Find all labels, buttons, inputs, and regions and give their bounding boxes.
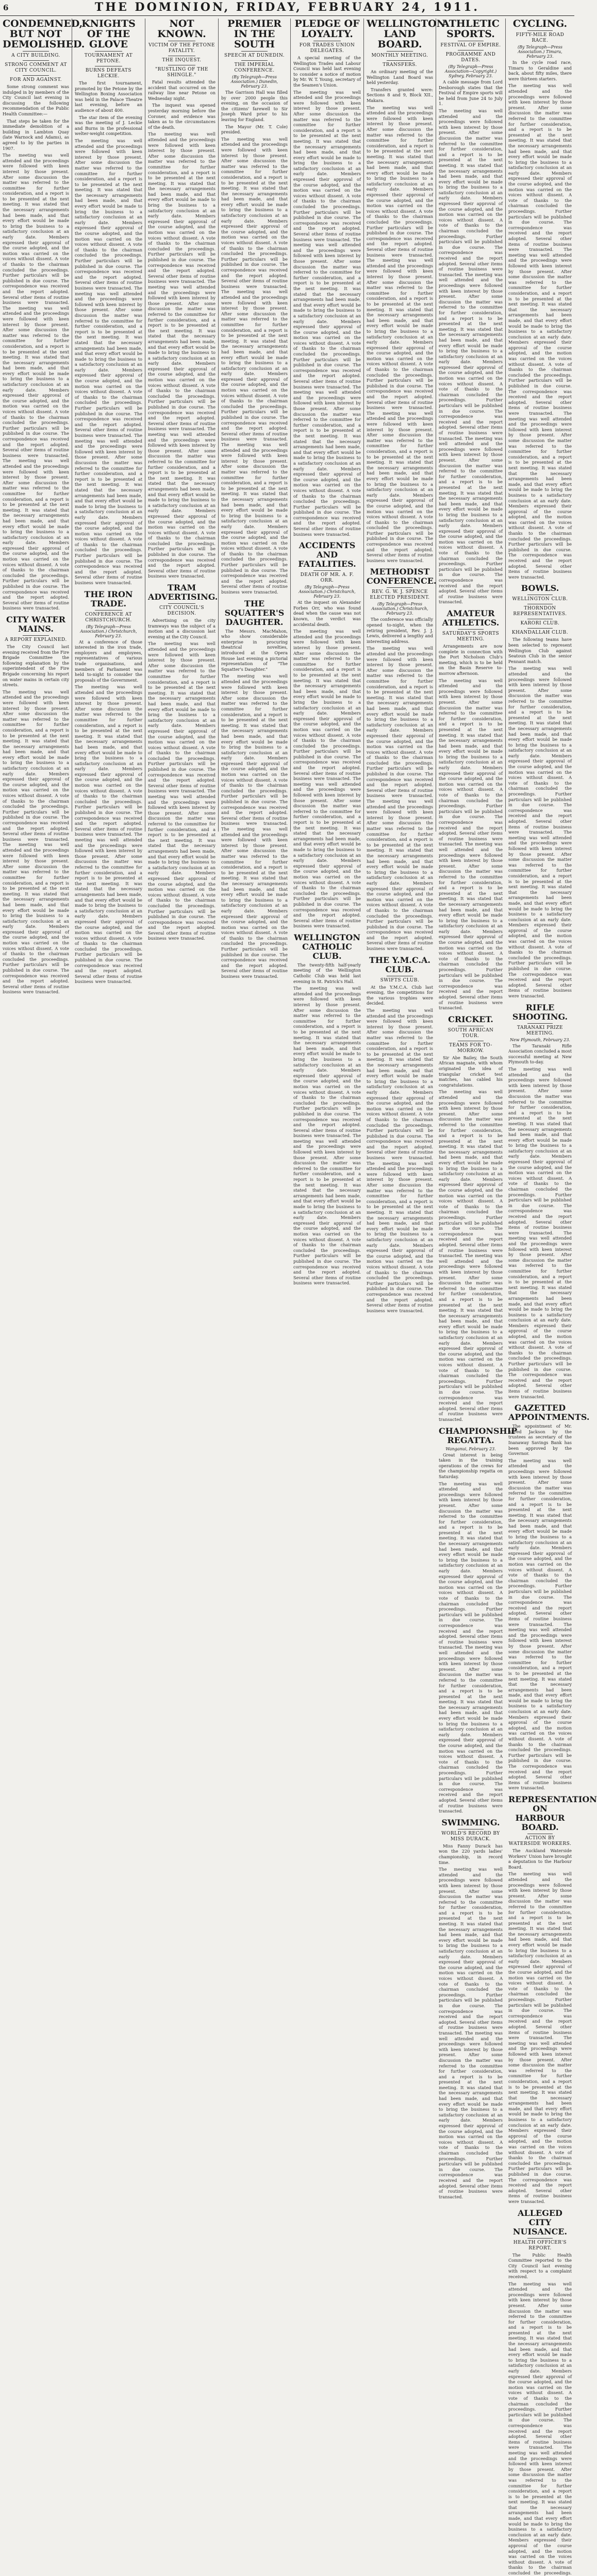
divider bbox=[387, 587, 413, 588]
article-paragraph: The City Council last evening received from the Fire Brigade Committee the following explanation by the superintendent of the Fire Brigade concerning his report on water mains in certain city streets. bbox=[3, 644, 69, 688]
body-text-texture: The meeting was well attended and the proceedings were followed with keen interest by those present. After some discussion the matter was referred to the committee for further consideration, and a report is to be presented at the next meeting. It was stated that the necessary arrangements had been made, and that every effort would be made to bring the business to a satisfactory conclusion at an early date. Members expressed their approval of the course adopted, and the motion was carried on the voices without dissent. A vote of thanks to the chairman concluded the proceedings. Further particulars will be published in due course. The correspondence was received and the report adopted. Several other items of routine business were transacted. The meeting was well attended and the proceedings were followed with keen interest by those present. After some discussion the matter was referred to the committee for further consideration, and a report is to be presented at the next meeting. It was stated that the necessary arrangements had been made, and that every effort would be made to bring the business to a satisfactory conclusion at an early date. Members expressed their approval of the course adopted, and the motion was carried on the voices without dissent. A vote of thanks to the chairman concluded the proceedings. Further particulars will be published in due course. The correspondence was received and the report adopted. Several other items of routine business were transacted. The meeting was well attended and the proceedings were followed with keen interest by those present. After some discussion the matter was referred to the committee for further consideration, and a report is to be presented at the next meeting. It was stated that the necessary arrangements had been made, and that every effort would be made to bring the business to a satisfactory conclusion at an early date. Members expressed their approval of the course adopted, and the motion was carried on the voices without dissent. A vote of thanks to the chairman concluded the proceedings. Further particulars will be published in due course. The correspondence was received and the report adopted. Several other items of routine business were transacted. bbox=[293, 89, 361, 537]
body-text-texture: The meeting was well attended and the proceedings were followed with keen interest by those present. After some discussion the matter was referred to the committee for further consideration, and a report is to be presented at the next meeting. It was stated that the necessary arrangements had been made, and that every effort would be made to bring the business to a satisfactory conclusion at an early date. Members expressed their approval of the course adopted, and the motion was carried on the voices without dissent. A vote of thanks to the chairman concluded the proceedings. Further particulars will be published in due course. The correspondence was received and the report adopted. Several other items of routine business were transacted. The meeting was well attended and the proceedings were followed with keen interest by those present. After some discussion the matter was referred to the committee for further consideration, and a report is to be presented at the next meeting. It was stated that the necessary arrangements had been made, and that every effort would be made to bring the business to a satisfactory conclusion at an early date. Members expressed their approval of the course adopted, and the motion was carried on the voices without dissent. A vote of thanks to the chairman concluded the proceedings. Further particulars will be published in due course. The correspondence was received and the report adopted. Several other items of routine business were transacted. bbox=[508, 1066, 572, 1399]
article-paragraph: Advertising on the city tramways was the subject of a motion and a discussion last evening at the City Council. bbox=[148, 618, 215, 639]
body-text-texture: The meeting was well attended and the proceedings were followed with keen interest by those present. After some discussion the matter was referred to the committee for further consideration, and a report is to be presented at the next meeting. It was stated that the necessary arrangements had been made, and that every effort would be made to bring the business to a satisfactory conclusion at an early date. Members expressed their approval of the course adopted, and the motion was carried on the voices without dissent. A vote of thanks to the chairman concluded the proceedings. Further particulars will be published in due course. The correspondence was received and the report adopted. Several other items of routine business were transacted. The meeting was well attended and the proceedings were followed with keen interest by those present. After some discussion the matter was referred to the committee for further consideration, and a report is to be presented at the next meeting. It was stated that the necessary arrangements had been made, and that every effort would be made to bring the business to a satisfactory conclusion at an early date. Members expressed their approval of the course adopted, and the motion was carried on the voices without dissent. A vote of thanks to the chairman concluded the proceedings. Further particulars will be published in due course. The correspondence was received and the report adopted. Several other items of routine business were transacted. The meeting was well attended and the proceedings were followed with keen interest by those present. After some discussion the matter was referred to the committee for further consideration, and a report is to be presented at the next meeting. It was stated that the necessary arrangements had been made, and that every effort would be made to bring the business to a satisfactory conclusion at an early date. Members expressed their approval of the course adopted, and the motion was carried on the voices without dissent. A vote of thanks to the chairman concluded the proceedings. Further particulars will be published in due course. The correspondence was received and the report adopted. Several other items of routine business were transacted. bbox=[3, 152, 69, 611]
article-headline: CITY WATER MAINS. bbox=[6, 615, 65, 634]
divider bbox=[23, 60, 49, 61]
article bbox=[508, 1794, 597, 2205]
article-headline: TRAM ADVERTISING. bbox=[148, 583, 218, 602]
article-dateline: (By Telegraph—Press Association.) Christchurch, February 23. bbox=[80, 624, 137, 638]
article-headline: CHAMPIONSHIP REGATTA. bbox=[439, 1426, 518, 1445]
body-text-texture: The meeting was well attended and the proceedings were followed with keen interest by those present. After some discussion the matter was referred to the committee for further consideration, and a report is to be presented at the next meeting. It was stated that the necessary arrangements had been made, and that every effort would be made to bring the business to a satisfactory conclusion at an early date. Members expressed their approval of the course adopted, and the motion was carried on the voices without dissent. A vote of thanks to the chairman concluded the proceedings. Further particulars will be published in due course. The correspondence was received and the report adopted. Several other items of routine business were transacted. The meeting was well attended and the proceedings were followed with keen interest by those present. After some discussion the matter was referred to the committee for further consideration, and a report is to be presented at the next meeting. It was stated that the necessary arrangements had been made, and that every effort would be made to bring the business to a satisfactory conclusion at an early date. Members expressed their approval of the course adopted, and the motion was carried on the voices without dissent. A vote of thanks to the chairman concluded the proceedings. Further particulars will be published in due course. The correspondence was received and the report adopted. Several other items of routine business were transacted. bbox=[293, 629, 361, 929]
article-headline: SWIMMING. bbox=[441, 1817, 500, 1827]
article-paragraph: Great interest is being taken in the training operations of the crews for the championship regatta on Saturday. bbox=[439, 1452, 503, 1479]
divider bbox=[387, 51, 413, 52]
body-text-texture: The meeting was well attended and the proceedings were followed with keen interest by those present. After some discussion the matter was referred to the committee for further consideration, and a report is to be presented at the next meeting. It was stated that the necessary arrangements had been made, and that every effort would be made to bring the business to a satisfactory conclusion at an early date. Members expressed their approval of the course adopted, and the motion was carried on the voices without dissent. A vote of thanks to the chairman concluded the proceedings. Further particulars will be published in due course. The correspondence was received and the report adopted. Several other items of routine business were transacted. The meeting was well attended and the proceedings were followed with keen interest by those present. After some discussion the matter was referred to the committee for further consideration, and a report is to be presented at the next meeting. It was stated that the necessary arrangements had been made, and that every effort would be made to bring the business to a satisfactory conclusion at an early date. Members expressed their approval of the course adopted, and the motion was carried on the voices without dissent. A vote of thanks to the chairman concluded the proceedings. Further particulars will be published in due course. The correspondence was received and the report adopted. Several other items of routine business were transacted. bbox=[508, 1871, 572, 2204]
article bbox=[439, 1818, 503, 2200]
newspaper-column bbox=[72, 18, 145, 985]
article-paragraph: The Taranaki Rifle Association concluded a most successful meeting at New Plymouth to-day. bbox=[508, 1043, 572, 1065]
article-subheading: CONFERENCE AT CHRISTCHURCH. bbox=[85, 612, 132, 623]
article-paragraph: In the cycle road race, Timaru to Geraldine and back, about fifty miles, there were thirteen starters. bbox=[508, 60, 572, 81]
article-subheading: TEAMS FOR TO-MORROW. bbox=[449, 1042, 492, 1054]
body-text-texture: The meeting was well attended and the proceedings were followed with keen interest by those present. After some discussion the matter was referred to the committee for further consideration, and a report is to be presented at the next meeting. It was stated that the necessary arrangements had been made, and that every effort would be made to bring the business to a satisfactory conclusion at an early date. Members expressed their approval of the course adopted, and the motion was carried on the voices without dissent. A vote of thanks to the chairman concluded the proceedings. Further particulars will be published in due course. The correspondence was received and the report adopted. Several other items of routine business were transacted. The meeting was well attended and the proceedings were followed with keen interest by those present. After some discussion the matter was referred to the committee for further consideration, and a report is to be presented at the next meeting. It was stated that the necessary arrangements had been made, and that every effort would be made to bring the business to a satisfactory conclusion at an early date. Members expressed their approval of the course adopted, and the motion was carried on the voices without dissent. A vote of thanks to the chairman concluded the proceedings. Further particulars will be published in due course. The correspondence was received and the report adopted. Several other items of routine business were transacted. The meeting was well attended and the proceedings were followed with keen interest by those present. After some discussion the matter was referred to the committee for further consideration, and a report is to be presented at the next meeting. It was stated that the necessary arrangements had been made, and that every effort would be made to bring the business to a satisfactory conclusion at an early date. Members expressed their approval of the course adopted, and the motion was carried on the voices without dissent. A vote of thanks to the chairman concluded the proceedings. Further particulars will be published in due course. The correspondence was received and the report adopted. Several other items of routine business were transacted. bbox=[439, 108, 503, 605]
body-text-texture: The meeting was well attended and the proceedings were followed with keen interest by those present. After some discussion the matter was referred to the committee for further consideration, and a report is to be presented at the next meeting. It was stated that the necessary arrangements had been made, and that every effort would be made to bring the business to a satisfactory conclusion at an early date. Members expressed their approval of the course adopted, and the motion was carried on the voices without dissent. A vote of thanks to the chairman concluded the proceedings. Further particulars will be published in due course. The correspondence was received and the report adopted. Several other items of routine business were transacted. The meeting was well attended and the proceedings were followed with keen interest by those present. After some discussion the matter was referred to the committee for further consideration, and a report is to be presented at the next meeting. It was stated that the necessary arrangements had been made, and that every effort would be made to bring the business to a satisfactory conclusion at an early date. Members expressed their approval of the course adopted, and the motion was carried on the voices without dissent. A vote of thanks to the chairman concluded the proceedings. Further particulars will be published in due course. The correspondence was received and the report adopted. Several other items of routine business were transacted. bbox=[508, 1458, 572, 1791]
article-paragraph: The conference was officially opened to-night, when the retiring president, Rev. J. J. Lewis, delivered a lengthy and interesting address. bbox=[367, 617, 433, 644]
body-text-texture: The meeting was well attended and the proceedings were followed with keen interest by those present. After some discussion the matter was referred to the committee for further consideration, and a report is to be presented at the next meeting. It was stated that the necessary arrangements had been made, and that every effort would be made to bring the business to a satisfactory conclusion at an early date. Members expressed their approval of the course adopted, and the motion was carried on the voices without dissent. A vote of thanks to the chairman concluded the proceedings. Further particulars will be published in due course. The correspondence was received and the report adopted. Several other items of routine business were transacted. The meeting was well attended and the proceedings were followed with keen interest by those present. After some discussion the matter was referred to the committee for further consideration, and a report is to be presented at the next meeting. It was stated that the necessary arrangements had been made, and that every effort would be made to bring the business to a satisfactory conclusion at an early date. Members expressed their approval of the course adopted, and the motion was carried on the voices without dissent. A vote of thanks to the chairman concluded the proceedings. Further particulars will be published in due course. The correspondence was received and the report adopted. Several other items of routine business were transacted. bbox=[439, 1089, 503, 1422]
article-paragraph: The following teams have been selected to represent Wellington Club against Seatoun Club in the senior Pennant match. bbox=[508, 637, 572, 664]
body-text-texture: The meeting was well attended and the proceedings were followed with keen interest by those present. After some discussion the matter was referred to the committee for further consideration, and a report is to be presented at the next meeting. It was stated that the necessary arrangements had been made, and that every effort would be made to bring the business to a satisfactory conclusion at an early date. Members expressed their approval of the course adopted, and the motion was carried on the voices without dissent. A vote of thanks to the chairman concluded the proceedings. Further particulars will be published in due course. The correspondence was received and the report adopted. Several other items of routine business were transacted. The meeting was well attended and the proceedings were followed with keen interest by those present. After some discussion the matter was referred to the committee for further consideration, and a report is to be presented at the next meeting. It was stated that the necessary arrangements had been made, and that every effort would be made to bring the business to a satisfactory conclusion at an early date. Members expressed their approval of the course adopted, and the motion was carried on the voices without dissent. A vote of thanks to the chairman concluded the proceedings. Further particulars will be published in due course. The correspondence was received and the report adopted. Several other items of routine business were transacted. bbox=[148, 641, 215, 941]
article-paragraph: The first tournament, promoted by the Petone by the Wellington Boxing Association was held in the Palace Theatre last evening, before an audience of about 400. bbox=[75, 80, 142, 113]
article-subheading: KARORI CLUB. bbox=[520, 621, 560, 626]
article-subheading: THORNDON REPRESENTATIVES. bbox=[513, 606, 567, 617]
article bbox=[221, 599, 288, 979]
article-paragraph: The Mayor (Mr. T. Cole) presided. bbox=[221, 124, 288, 135]
article bbox=[75, 590, 142, 985]
article-subheading: THE IMPERIAL CONFERENCE. bbox=[234, 62, 275, 73]
article bbox=[439, 19, 503, 605]
article-paragraph: That steps be taken for the immediate demolition of a building in Lambton Quay (late Warnock and Adams), as agreed to by the parties in 1907. bbox=[3, 118, 69, 151]
article bbox=[508, 2209, 572, 2576]
article-headline: RIFLE SHOOTING. bbox=[512, 1002, 568, 1022]
body-text-texture: The meeting was well attended and the proceedings were followed with keen interest by those present. After some discussion the matter was referred to the committee for further consideration, and a report is to be presented at the next meeting. It was stated that the necessary arrangements had been made, and that every effort would be made to bring the business to a satisfactory conclusion at an early date. Members expressed their approval of the course adopted, and the motion was carried on the voices without dissent. A vote of thanks to the chairman concluded the proceedings. Further particulars will be published in due course. The correspondence was received and the report adopted. Several other items of routine business were transacted. The meeting was well attended and the proceedings were followed with keen interest by those present. After some discussion the matter was referred to the committee for further consideration, and a report is to be presented at the next meeting. It was stated that the necessary arrangements had been made, and that every effort would be made to bring the business to a satisfactory conclusion at an early date. Members expressed their approval of the course adopted, and the motion was carried on the voices without dissent. A vote of thanks to the chairman concluded the proceedings. Further particulars will be published in due course. The correspondence was received and the report adopted. Several other items of routine business were transacted. bbox=[367, 646, 433, 952]
article-paragraph: Arrangements are now complete in connection with the Port Nicholson Club's meeting, which is to be held on the Basin Reserve to-morrow afternoon. bbox=[439, 643, 503, 676]
divider bbox=[241, 51, 268, 52]
article-subheading: HEALTH OFFICER'S REPORT. bbox=[513, 2240, 567, 2251]
body-text-texture: The meeting was well attended and the proceedings were followed with keen interest by those present. After some discussion the matter was referred to the committee for further consideration, and a report is to be presented at the next meeting. It was stated that the necessary arrangements had been made, and that every effort would be made to bring the business to a satisfactory conclusion at an early date. Members expressed their approval of the course adopted, and the motion was carried on the voices without dissent. A vote of thanks to the chairman concluded the proceedings. Further particulars will be published in due course. The correspondence was received and the report adopted. Several other items of routine business were transacted. The meeting was well attended and the proceedings were followed with keen interest by those present. After some discussion the matter was referred to the committee for further consideration, and a report is to be presented at the next meeting. It was stated that the necessary arrangements had been made, and that every effort would be made to bring the business to a satisfactory conclusion at an early date. Members expressed their approval of the course adopted, and the motion was carried on the voices without dissent. A vote of thanks to the chairman concluded the proceedings. Further particulars will be published in due course. The correspondence was received and the report adopted. Several other items of routine business were transacted. bbox=[367, 1008, 433, 1313]
article-paragraph: The appointment of Mr. Alfred Jackson by the trustees as secretary of the Inanaway Savings Bank has been approved by the Governor. bbox=[508, 1423, 572, 1456]
article-subheading: BURNS DEFEATS LECKIE. bbox=[85, 68, 132, 79]
article-paragraph: Sir Abe Bailey, the South African magnate, with whom originated the idea of triangular cricket test matches, has cabled his congratulations. bbox=[439, 1055, 503, 1088]
article-dateline: (By Telegraph—Press Association—Copyright.) Sydney, February 23. bbox=[444, 64, 497, 78]
article-paragraph: The Messrs. MacMahon, who show considerable enterprise in procuring theatrical novelties, introduced at the Opera House last evening a pictorial representation of "The Squatter's Daughter." bbox=[221, 628, 288, 672]
newspaper-column bbox=[291, 18, 364, 1286]
divider bbox=[313, 570, 340, 571]
article-subheading: A REPORT EXPLAINED. bbox=[5, 637, 67, 642]
article-paragraph: The Auckland Waterside Workers' Union have brought a deputation to the Harbour Board. bbox=[508, 1848, 572, 1870]
newspaper-title: THE DOMINION, FRIDAY, FEBRUARY 24, 1911. bbox=[94, 1, 480, 14]
divider bbox=[23, 75, 49, 76]
article-subheading: TARANAKI PRIZE MEETING. bbox=[517, 1025, 563, 1036]
article-subheading: MONTHLY MEETING. bbox=[371, 53, 428, 58]
article-dateline: (By Telegraph—Press Association.) Dunedin, February 23. bbox=[230, 75, 278, 89]
article-paragraph: A cable message from Lord Desborough states that the Festival of Empire sports will be held from June 24 to July 1. bbox=[439, 79, 503, 107]
article bbox=[367, 567, 437, 952]
article-paragraph: At a conference of those interested in the iron trade, employers and employees, representatives of various trade organisations, and members of Parliament was held to-night to consider the proposals of the Government. bbox=[75, 639, 142, 683]
body-text-texture: The meeting was well attended and the proceedings were followed with keen interest by those present. After some discussion the matter was referred to the committee for further consideration, and a report is to be presented at the next meeting. It was stated that the necessary arrangements had been made, and that every effort would be made to bring the business to a satisfactory conclusion at an early date. Members expressed their approval of the course adopted, and the motion was carried on the voices without dissent. A vote of thanks to the chairman concluded the proceedings. Further particulars will be published in due course. The correspondence was received and the report adopted. Several other items of routine business were transacted. The meeting was well attended and the proceedings were followed with keen interest by those present. After some discussion the matter was referred to the committee for further consideration, and a report is to be presented at the next meeting. It was stated that the necessary arrangements had been made, and that every effort would be made to bring the business to a satisfactory conclusion at an early date. Members expressed their approval of the course adopted, and the motion was carried on the voices without dissent. A vote of thanks to the chairman concluded the proceedings. Further particulars will be published in due course. The correspondence was received and the report adopted. Several other items of routine business were transacted. bbox=[508, 666, 572, 998]
divider bbox=[527, 628, 553, 629]
body-text-texture: The meeting was well attended and the proceedings were followed with keen interest by those present. After some discussion the matter was referred to the committee for further consideration, and a report is to be presented at the next meeting. It was stated that the necessary arrangements had been made, and that every effort would be made to bring the business to a satisfactory conclusion at an early date. Members expressed their approval of the course adopted, and the motion was carried on the voices without dissent. A vote of thanks to the chairman concluded the proceedings. Further particulars will be published in due course. The correspondence was received and the report adopted. Several other items of routine business were transacted. The meeting was well attended and the proceedings were followed with keen interest by those present. After some discussion the matter was referred to the committee for further consideration, and a report is to be presented at the next meeting. It was stated that the necessary arrangements had been made, and that every effort would be made to bring the business to a satisfactory conclusion at an early date. Members expressed their approval of the course adopted, and the motion was carried on the voices without dissent. A vote of thanks to the chairman concluded the proceedings. bbox=[508, 2281, 572, 2575]
article bbox=[367, 18, 446, 563]
article-headline: THE SQUATTER'S DAUGHTER. bbox=[224, 598, 285, 627]
article-paragraph: The Garrison Hall was filled by over 2000 people this evening, on the occasion of the citizens' farewell to Sir Joseph Ward prior to his leaving for England. bbox=[221, 90, 288, 122]
article-subheading: ACTION BY WATERSIDE WORKERS. bbox=[508, 1835, 572, 1846]
body-text-texture: The meeting was well attended and the proceedings were followed with keen interest by those present. After some discussion the matter was referred to the committee for further consideration, and a report is to be presented at the next meeting. It was stated that the necessary arrangements had been made, and that every effort would be made to bring the business to a satisfactory conclusion at an early date. Members expressed their approval of the course adopted, and the motion was carried on the voices without dissent. A vote of thanks to the chairman concluded the proceedings. Further particulars will be published in due course. The correspondence was received and the report adopted. Several other items of routine business were transacted. The meeting was well attended and the proceedings were followed with keen interest by those present. After some discussion the matter was referred to the committee for further consideration, and a report is to be presented at the next meeting. It was stated that the necessary arrangements had been made, and that every effort would be made to bring the business to a satisfactory conclusion at an early date. Members expressed their approval of the course adopted, and the motion was carried on the voices without dissent. A vote of thanks to the chairman concluded the proceedings. Further particulars will be published in due course. The correspondence was received and the report adopted. Several other items of routine business were transacted. The meeting was well attended and the proceedings were followed with keen interest by those present. After some discussion the matter was referred to the committee for further consideration, and a report is to be presented at the next meeting. It was stated that the necessary arrangements had been made, and that every effort would be made to bring the business to a satisfactory conclusion at an early date. Members expressed their approval of the course adopted, and the motion was carried on the voices without dissent. A vote of thanks to the chairman concluded the proceedings. Further particulars will be published in due course. The correspondence was received and the report adopted. Several other items of routine business were transacted. bbox=[75, 138, 142, 586]
article-subheading: SWIFTS CLUB. bbox=[380, 977, 420, 983]
article-headline: CRICKET. bbox=[448, 1014, 493, 1024]
article-subheading: "RUSTLING OF THE SHINGLE." bbox=[155, 67, 209, 78]
article-subheading: REV. G. W. J. SPENCE ELECTED PRESIDENT. bbox=[370, 589, 430, 601]
article-headline: GAZETTED APPOINTMENTS. bbox=[508, 1403, 590, 1422]
divider bbox=[23, 635, 49, 636]
article bbox=[508, 1003, 572, 1400]
article-subheading: SOUTH AFRICAN TOUR. bbox=[447, 1027, 494, 1039]
article-headline: PREMIER IN THE SOUTH bbox=[227, 18, 281, 50]
body-text-texture: The meeting was well attended and the proceedings were followed with keen interest by those present. After some discussion the matter was referred to the committee for further consideration, and a report is to be presented at the next meeting. It was stated that the necessary arrangements had been made, and that every effort would be made to bring the business to a satisfactory conclusion at an early date. Members expressed their approval of the course adopted, and the motion was carried on the voices without dissent. A vote of thanks to the chairman concluded the proceedings. Further particulars will be published in due course. The correspondence was received and the report adopted. Several other items of routine business were transacted. The meeting was well attended and the proceedings were followed with keen interest by those present. After some discussion the matter was referred to the committee for further consideration, and a report is to be presented at the next meeting. It was stated that the necessary arrangements had been made, and that every effort would be made to bring the business to a satisfactory conclusion at an early date. Members expressed their approval of the course adopted, and the motion was carried on the voices without dissent. A vote of thanks to the chairman concluded the proceedings. Further particulars will be published in due course. The correspondence was received and the report adopted. Several other items of routine business were transacted. bbox=[439, 1481, 503, 1814]
divider bbox=[241, 60, 268, 61]
divider bbox=[458, 629, 484, 630]
article bbox=[75, 19, 142, 586]
article-dateline: (By Telegraph—Press Association.) Christchurch, February 23. bbox=[371, 602, 428, 616]
article-paragraph: Transfers granted were: Sections 8 and 9, Block XII., Makara. bbox=[367, 87, 433, 103]
body-text-texture: The meeting was well attended and the proceedings were followed with keen interest by those present. After some discussion the matter was referred to the committee for further consideration, and a report is to be presented at the next meeting. It was stated that the necessary arrangements had been made, and that every effort would be made to bring the business to a satisfactory conclusion at an early date. Members expressed their approval of the course adopted, and the motion was carried on the voices without dissent. A vote of thanks to the chairman concluded the proceedings. Further particulars will be published in due course. The correspondence was received and the report adopted. Several other items of routine business were transacted. The meeting was well attended and the proceedings were followed with keen interest by those present. After some discussion the matter was referred to the committee for further consideration, and a report is to be presented at the next meeting. It was stated that the necessary arrangements had been made, and that every effort would be made to bring the business to a satisfactory conclusion at an early date. Members expressed their approval of the course adopted, and the motion was carried on the voices without dissent. A vote of thanks to the chairman concluded the proceedings. Further particulars will be published in due course. The correspondence was received and the report adopted. Several other items of routine business were transacted. The meeting was well attended and the proceedings were followed with keen interest by those present. After some discussion the matter was referred to the committee for further consideration, and a report is to be presented at the next meeting. It was stated that the necessary arrangements had been made, and that every effort would be made to bring the business to a satisfactory conclusion at an early date. Members expressed their approval of the course adopted, and the motion was carried on the voices without dissent. A vote of thanks to the chairman concluded the proceedings. Further particulars will be published in due course. The correspondence was received and the report adopted. Several other items of routine business were transacted. bbox=[148, 131, 215, 579]
page-number: 6 bbox=[3, 3, 9, 12]
article-dateline: Wanganui, February 23. bbox=[445, 1446, 496, 1451]
article-subheading: KHANDALLAH CLUB. bbox=[511, 630, 569, 636]
article-subheading: CITY COUNCIL'S DECISION. bbox=[159, 605, 205, 617]
article bbox=[439, 609, 503, 1011]
article-dateline: (By Telegraph—Press Association.) Timaru, February 23. bbox=[518, 45, 562, 59]
article-subheading: STRONG COMMENT AT CITY COUNCIL. bbox=[5, 62, 67, 73]
article-paragraph: Some strong comment was indulged in by members of the City Council last evening in discussing the following recommendation of the Public Health Committee:— bbox=[3, 84, 69, 116]
divider bbox=[95, 610, 122, 611]
article-headline: AMATEUR ATHLETICS. bbox=[442, 608, 500, 628]
article-dateline: New Plymouth, February 23. bbox=[510, 1037, 570, 1042]
article-subheading: FOR AND AGAINST. bbox=[9, 77, 62, 82]
newspaper-column bbox=[0, 18, 85, 995]
article-headline: NOT KNOWN. bbox=[157, 18, 206, 40]
article bbox=[293, 19, 361, 537]
article-paragraph: The twenty-fifth half-yearly meeting of the Wellington Catholic Club was held last evening in St. Patrick's Hall. bbox=[293, 962, 361, 984]
article bbox=[439, 1015, 503, 1422]
newspaper-column bbox=[145, 18, 219, 941]
article-subheading: FESTIVAL OF EMPIRE. bbox=[440, 43, 501, 48]
body-text-texture: The meeting was well attended and the proceedings were followed with keen interest by those present. After some discussion the matter was referred to the committee for further consideration, and a report is to be presented at the next meeting. It was stated that the necessary arrangements had been made, and that every effort would be made to bring the business to a satisfactory conclusion at an early date. Members expressed their approval of the course adopted, and the motion was carried on the voices without dissent. A vote of thanks to the chairman concluded the proceedings. Further particulars will be published in due course. The correspondence was received and the report adopted. Several other items of routine business were transacted. The meeting was well attended and the proceedings were followed with keen interest by those present. After some discussion the matter was referred to the committee for further consideration, and a report is to be presented at the next meeting. It was stated that the necessary arrangements had been made, and that every effort would be made to bring the business to a satisfactory conclusion at an early date. Members expressed their approval of the course adopted, and the motion was carried on the voices without dissent. A vote of thanks to the chairman concluded the proceedings. Further particulars will be published in due course. The correspondence was received and the report adopted. Several other items of routine business were transacted. bbox=[221, 673, 288, 979]
article-subheading: PROGRAMME AND DATES. bbox=[445, 52, 496, 63]
article-subheading: TOURNAMENT AT PETONE. bbox=[84, 53, 133, 64]
article bbox=[508, 19, 572, 580]
body-text-texture: The meeting was well attended and the proceedings were followed with keen interest by those present. After some discussion the matter was referred to the committee for further consideration, and a report is to be presented at the next meeting. It was stated that the necessary arrangements had been made, and that every effort would be made to bring the business to a satisfactory conclusion at an early date. Members expressed their approval of the course adopted, and the motion was carried on the voices without dissent. A vote of thanks to the chairman concluded the proceedings. Further particulars will be published in due course. The correspondence was received and the report adopted. Several other items of routine business were transacted. The meeting was well attended and the proceedings were followed with keen interest by those present. After some discussion the matter was referred to the committee for further consideration, and a report is to be presented at the next meeting. It was stated that the necessary arrangements had been made, and that every effort would be made to bring the business to a satisfactory conclusion at an early date. Members expressed their approval of the course adopted, and the motion was carried on the voices without dissent. A vote of thanks to the chairman concluded the proceedings. Further particulars will be published in due course. The correspondence was received and the report adopted. Several other items of routine business were transacted. bbox=[293, 986, 361, 1286]
article-headline: THE Y.M.C.A. CLUB. bbox=[369, 955, 430, 974]
newspaper-column bbox=[364, 18, 446, 1313]
article-paragraph: The inquest was opened yesterday morning before the Coroner, and evidence was taken as to the circumstances of the death. bbox=[148, 103, 215, 130]
article bbox=[148, 583, 218, 941]
masthead bbox=[0, 0, 574, 16]
divider bbox=[23, 51, 49, 52]
article-subheading: FOR TRADES UNION DELEGATES. bbox=[299, 43, 355, 54]
article bbox=[3, 18, 85, 611]
article-paragraph: Fatal results attended the accident that occurred on the railway line near Petone on Wednesday night. bbox=[148, 79, 215, 101]
article-headline: REPRESENTATION ON HARBOUR BOARD. bbox=[508, 1794, 597, 1832]
body-text-texture: The meeting was well attended and the proceedings were followed with keen interest by those present. After some discussion the matter was referred to the committee for further consideration, and a report is to be presented at the next meeting. It was stated that the necessary arrangements had been made, and that every effort would be made to bring the business to a satisfactory conclusion at an early date. Members expressed their approval of the course adopted, and the motion was carried on the voices without dissent. A vote of thanks to the chairman concluded the proceedings. Further particulars will be published in due course. The correspondence was received and the report adopted. Several other items of routine business were transacted. The meeting was well attended and the proceedings were followed with keen interest by those present. After some discussion the matter was referred to the committee for further consideration, and a report is to be presented at the next meeting. It was stated that the necessary arrangements had been made, and that every effort would be made to bring the business to a satisfactory conclusion at an early date. Members expressed their approval of the course adopted, and the motion was carried on the voices without dissent. A vote of thanks to the chairman concluded the proceedings. Further particulars will be published in due course. The correspondence was received and the report adopted. Several other items of routine business were transacted. bbox=[439, 677, 503, 1011]
newspaper-column bbox=[219, 18, 291, 979]
divider bbox=[387, 60, 413, 61]
article-subheading: DEATH OF MR. A. F. ORR. bbox=[300, 572, 354, 584]
article-subheading: TRANSFERS. bbox=[383, 62, 417, 67]
article-subheading: VICTIM OF THE PETONE FATALITY. bbox=[148, 43, 215, 54]
article-headline: METHODIST CONFERENCE. bbox=[367, 567, 437, 586]
article bbox=[293, 541, 361, 929]
divider bbox=[527, 30, 553, 31]
article-subheading: FIFTY-MILE ROAD RACE. bbox=[516, 32, 565, 43]
article-paragraph: The star item of the evening was the meeting of J. Leckie and Burns in the professional welter-weight competition. bbox=[75, 114, 142, 137]
article bbox=[508, 1403, 590, 1791]
divider bbox=[527, 1023, 553, 1024]
article-headline: WELLINGTON LAND BOARD. bbox=[367, 18, 446, 50]
article-headline: ACCIDENTS AND FATALITIES. bbox=[298, 540, 356, 569]
body-text-texture: The meeting was well attended and the proceedings were followed with keen interest by those present. After some discussion the matter was referred to the committee for further consideration, and a report is to be presented at the next meeting. It was stated that the necessary arrangements had been made, and that every effort would be made to bring the business to a satisfactory conclusion at an early date. Members expressed their approval of the course adopted, and the motion was carried on the voices without dissent. A vote of thanks to the chairman concluded the proceedings. Further particulars will be published in due course. The correspondence was received and the report adopted. Several other items of routine business were transacted. The meeting was well attended and the proceedings were followed with keen interest by those present. After some discussion the matter was referred to the committee for further consideration, and a report is to be presented at the next meeting. It was stated that the necessary arrangements had been made, and that every effort would be made to bring the business to a satisfactory conclusion at an early date. Members expressed their approval of the course adopted, and the motion was carried on the voices without dissent. A vote of thanks to the chairman concluded the proceedings. Further particulars will be published in due course. The correspondence was received and the report adopted. Several other items of routine business were transacted. The meeting was well attended and the proceedings were followed with keen interest by those present. After some discussion the matter was referred to the committee for further consideration, and a report is to be presented at the next meeting. It was stated that the necessary arrangements had been made, and that every effort would be made to bring the business to a satisfactory conclusion at an early date. Members expressed their approval of the course adopted, and the motion was carried on the voices without dissent. A vote of thanks to the chairman concluded the proceedings. Further particulars will be published in due course. The correspondence was received and the report adopted. Several other items of routine business were transacted. bbox=[221, 136, 288, 595]
body-text-texture: The meeting was well attended and the proceedings were followed with keen interest by those present. After some discussion the matter was referred to the committee for further consideration, and a report is to be presented at the next meeting. It was stated that the necessary arrangements had been made, and that every effort would be made to bring the business to a satisfactory conclusion at an early date. Members expressed their approval of the course adopted, and the motion was carried on the voices without dissent. A vote of thanks to the chairman concluded the proceedings. Further particulars will be published in due course. The correspondence was received and the report adopted. Several other items of routine business were transacted. The meeting was well attended and the proceedings were followed with keen interest by those present. After some discussion the matter was referred to the committee for further consideration, and a report is to be presented at the next meeting. It was stated that the necessary arrangements had been made, and that every effort would be made to bring the business to a satisfactory conclusion at an early date. Members expressed their approval of the course adopted, and the motion was carried on the voices without dissent. A vote of thanks to the chairman concluded the proceedings. Further particulars will be published in due course. The correspondence was received and the report adopted. Several other items of routine business were transacted. The meeting was well attended and the proceedings were followed with keen interest by those present. After some discussion the matter was referred to the committee for further consideration, and a report is to be presented at the next meeting. It was stated that the necessary arrangements had been made, and that every effort would be made to bring the business to a satisfactory conclusion at an early date. Members expressed their approval of the course adopted, and the motion was carried on the voices without dissent. A vote of thanks to the chairman concluded the proceedings. Further particulars will be published in due course. The correspondence was received and the report adopted. Several other items of routine business were transacted. bbox=[367, 105, 433, 563]
article-subheading: SATURDAY'S SPORTS MEETING. bbox=[442, 631, 500, 642]
article bbox=[367, 956, 433, 1314]
article-headline: ATHLETIC SPORTS. bbox=[442, 18, 500, 40]
article-paragraph: A special meeting of the Wellington Trades and Labour Council was held last evening to consider a notice of motion by Mr. W. T. Young, secretary of the Seamen's Union. bbox=[293, 55, 361, 88]
article bbox=[221, 19, 288, 595]
article bbox=[293, 933, 361, 1286]
article-headline: BOWLS. bbox=[521, 583, 559, 594]
body-text-texture: The meeting was well attended and the proceedings were followed with keen interest by those present. After some discussion the matter was referred to the committee for further consideration, and a report is to be presented at the next meeting. It was stated that the necessary arrangements had been made, and that every effort would be made to bring the business to a satisfactory conclusion at an early date. Members expressed their approval of the course adopted, and the motion was carried on the voices without dissent. A vote of thanks to the chairman concluded the proceedings. Further particulars will be published in due course. The correspondence was received and the report adopted. Several other items of routine business were transacted. The meeting was well attended and the proceedings were followed with keen interest by those present. After some discussion the matter was referred to the committee for further consideration, and a report is to be presented at the next meeting. It was stated that the necessary arrangements had been made, and that every effort would be made to bring the business to a satisfactory conclusion at an early date. Members expressed their approval of the course adopted, and the motion was carried on the voices without dissent. A vote of thanks to the chairman concluded the proceedings. Further particulars will be published in due course. The correspondence was received and the report adopted. Several other items of routine business were transacted. bbox=[75, 684, 142, 985]
body-text-texture: The meeting was well attended and the proceedings were followed with keen interest by those present. After some discussion the matter was referred to the committee for further consideration, and a report is to be presented at the next meeting. It was stated that the necessary arrangements had been made, and that every effort would be made to bring the business to a satisfactory conclusion at an early date. Members expressed their approval of the course adopted, and the motion was carried on the voices without dissent. A vote of thanks to the chairman concluded the proceedings. Further particulars will be published in due course. The correspondence was received and the report adopted. Several other items of routine business were transacted. The meeting was well attended and the proceedings were followed with keen interest by those present. After some discussion the matter was referred to the committee for further consideration, and a report is to be presented at the next meeting. It was stated that the necessary arrangements had been made, and that every effort would be made to bring the business to a satisfactory conclusion at an early date. Members expressed their approval of the course adopted, and the motion was carried on the voices without dissent. A vote of thanks to the chairman concluded the proceedings. Further particulars will be published in due course. The correspondence was received and the report adopted. Several other items of routine business were transacted. The meeting was well attended and the proceedings were followed with keen interest by those present. After some discussion the matter was referred to the committee for further consideration, and a report is to be presented at the next meeting. It was stated that the necessary arrangements had been made, and that every effort would be made to bring the business to a satisfactory conclusion at an early date. Members expressed their approval of the course adopted, and the motion was carried on the voices without dissent. A vote of thanks to the chairman concluded the proceedings. Further particulars will be published in due course. The correspondence was received and the report adopted. Several other items of routine business were transacted. bbox=[508, 83, 572, 580]
body-text-texture: The meeting was well attended and the proceedings were followed with keen interest by those present. After some discussion the matter was referred to the committee for further consideration, and a report is to be presented at the next meeting. It was stated that the necessary arrangements had been made, and that every effort would be made to bring the business to a satisfactory conclusion at an early date. Members expressed their approval of the course adopted, and the motion was carried on the voices without dissent. A vote of thanks to the chairman concluded the proceedings. Further particulars will be published in due course. The correspondence was received and the report adopted. Several other items of routine business were transacted. The meeting was well attended and the proceedings were followed with keen interest by those present. After some discussion the matter was referred to the committee for further consideration, and a report is to be presented at the next meeting. It was stated that the necessary arrangements had been made, and that every effort would be made to bring the business to a satisfactory conclusion at an early date. Members expressed their approval of the course adopted, and the motion was carried on the voices without dissent. A vote of thanks to the chairman concluded the proceedings. Further particulars will be published in due course. The correspondence was received and the report adopted. Several other items of routine business were transacted. bbox=[439, 1867, 503, 2199]
article bbox=[508, 584, 572, 998]
article-subheading: A CITY BUILDING. bbox=[11, 53, 60, 58]
article-subheading: WORLD'S RECORD BY MISS DURACK. bbox=[441, 1831, 500, 1842]
article-subheading: SPEECH AT DUNEDIN. bbox=[224, 53, 285, 58]
newspaper-column bbox=[506, 18, 597, 2575]
article-headline: CONDEMNED, BUT NOT DEMOLISHED. bbox=[3, 18, 85, 50]
article bbox=[439, 1426, 518, 1814]
article-paragraph: At the Y.M.C.A. Club last evening, the competitions for the various trophies were decided. bbox=[367, 984, 433, 1006]
article-headline: KNIGHTS OF THE GLOVE bbox=[81, 18, 136, 50]
article bbox=[3, 615, 69, 995]
divider bbox=[527, 2238, 553, 2239]
article-headline: PLEDGE OF LOYALTY. bbox=[294, 18, 360, 40]
article-headline: CYCLING. bbox=[512, 18, 568, 29]
article-paragraph: Miss Fanny Durack has won the 220 yards ladies' championship, in record time. bbox=[439, 1843, 503, 1865]
article-subheading: THE INQUEST. bbox=[162, 58, 202, 63]
article-headline: ALLEGED CITY NUISANCE. bbox=[512, 2208, 568, 2236]
article bbox=[148, 19, 215, 579]
article-paragraph: At the inquest on Alexander Forbes Orr, who was found dead when the cause was not known, the verdict was accidental death. bbox=[293, 600, 361, 627]
newspaper-column bbox=[436, 18, 518, 2199]
divider bbox=[95, 51, 122, 52]
article-dateline: (By Telegraph—Press Association.) Christchurch, February 23. bbox=[299, 585, 356, 599]
article-headline: THE IRON TRADE. bbox=[84, 589, 133, 608]
article-subheading: WELLINGTON CLUB. bbox=[512, 597, 568, 602]
article-paragraph: An ordinary meeting of the Wellington Land Board was held yesterday. bbox=[367, 69, 433, 86]
body-text-texture: The meeting was well attended and the proceedings were followed with keen interest by those present. After some discussion the matter was referred to the committee for further consideration, and a report is to be presented at the next meeting. It was stated that the necessary arrangements had been made, and that every effort would be made to bring the business to a satisfactory conclusion at an early date. Members expressed their approval of the course adopted, and the motion was carried on the voices without dissent. A vote of thanks to the chairman concluded the proceedings. Further particulars will be published in due course. The correspondence was received and the report adopted. Several other items of routine business were transacted. The meeting was well attended and the proceedings were followed with keen interest by those present. After some discussion the matter was referred to the committee for further consideration, and a report is to be presented at the next meeting. It was stated that the necessary arrangements had been made, and that every effort would be made to bring the business to a satisfactory conclusion at an early date. Members expressed their approval of the course adopted, and the motion was carried on the voices without dissent. A vote of thanks to the chairman concluded the proceedings. Further particulars will be published in due course. The correspondence was received and the report adopted. Several other items of routine business were transacted. bbox=[3, 689, 69, 995]
article-headline: WELLINGTON CATHOLIC CLUB. bbox=[294, 932, 360, 961]
divider bbox=[168, 603, 195, 604]
article-paragraph: The Public Health Committee reported to the City Council last evening with respect to a complaint received. bbox=[508, 2252, 572, 2279]
